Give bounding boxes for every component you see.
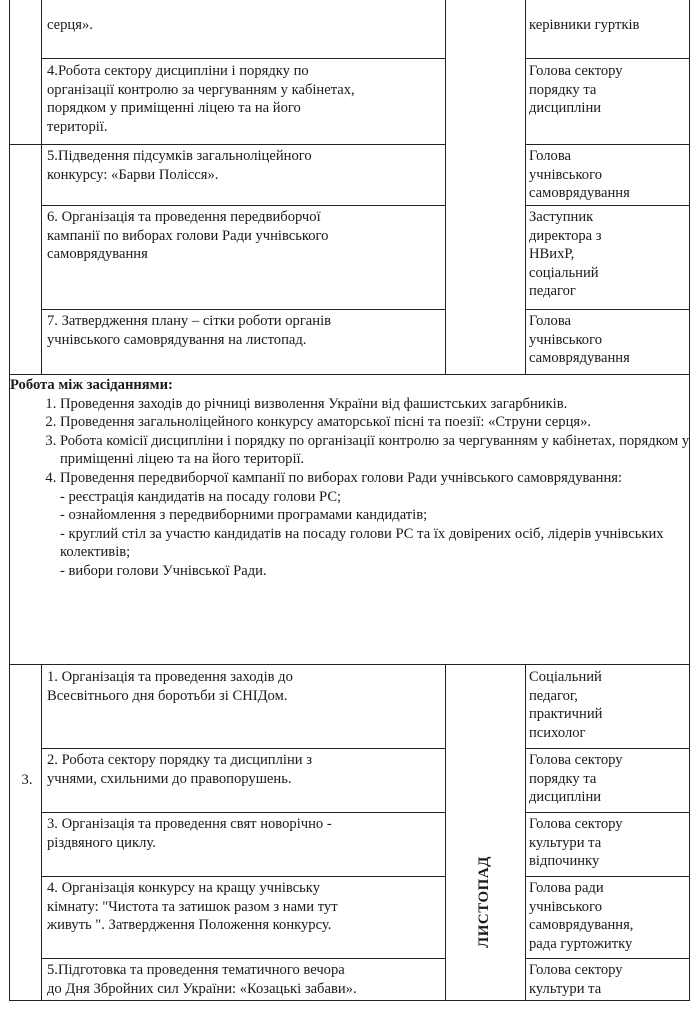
list-item-text: Проведення передвиборчої кампанії по виборах голови Ради учнівського самоврядування: [60,469,623,486]
table-border-right [689,664,690,1001]
row-divider [41,812,445,813]
section-number: 3. [21,772,33,788]
month-label: ЛИСТОПАД [475,856,492,948]
responsible-cell: Заступник директора з НВихР, соціальний педагог [529,209,602,300]
row-divider [525,205,689,206]
responsible-cell: керівники гуртків [529,17,640,33]
table-border-resp-left [525,664,526,1001]
responsible-cell: Голова сектору культури та відпочинку [529,816,623,870]
table-bottom [9,1000,690,1001]
row-divider [41,958,445,959]
responsible-cell: Голова сектору порядку та дисципліни [529,752,623,806]
row-divider [41,309,445,310]
section-title: Робота між засіданнями: [10,377,173,393]
table-border-num [41,664,42,1001]
activity-cell: 3. Організація та проведення свят новорічно - різдвяного циклу. [47,816,332,851]
row-divider [525,748,689,749]
table-border-resp-left [525,0,526,375]
row-divider [525,958,689,959]
activity-cell: 7. Затвердження плану – сітки роботи органів учнівського самоврядування на листопад. [47,313,332,348]
list-item: 1. Проведення заходів до річниці визволення України від фашистських загарбників. [60,395,690,414]
row-divider [9,144,445,145]
activity-cell: 6. Організація та проведення передвиборчої кампанії по виборах голови Ради учнівського самоврядування [47,209,329,263]
sub-item: - вибори голови Учнівської Ради. [60,562,267,579]
between-sessions-list [10,395,690,581]
table-border-left [9,0,10,375]
row-divider [41,876,445,877]
table-border-text-right [445,664,446,1001]
activity-cell: 5.Підведення підсумків загальноліцейного конкурсу: «Барви Полісся». [47,148,312,183]
list-item: 2. Проведення загальноліцейного конкурсу аматорської пісні та поезії: «Струни серця». [60,413,690,432]
table-border-text-right [445,0,446,375]
row-divider [525,309,689,310]
row-divider [41,205,445,206]
sub-item: - ознайомлення з передвиборними програмами кандидатів; [60,507,428,524]
section-divider [9,374,690,375]
responsible-cell: Голова сектору порядку та дисципліни [529,63,623,117]
responsible-cell: Голова сектору культури та [529,962,623,997]
row-divider [41,748,445,749]
activity-cell: 5.Підготовка та проведення тематичного вечора до Дня Збройних сил України: «Козацькі забави». [47,962,357,997]
sub-item: - круглий стіл за участю кандидатів на посаду голови РС та їх довірених осіб, лідерів учнівських колективів; [60,525,664,561]
sub-item: - реєстрація кандидатів на посаду голови РС; [60,488,342,505]
responsible-cell: Соціальний педагог, практичний психолог [529,669,603,741]
table-border-num [41,0,42,375]
responsible-cell: Голова ради учнівського самоврядування, рада гуртожитку [529,880,634,952]
activity-cell: 2. Робота сектору порядку та дисципліни з учнями, схильними до правопорушень. [47,752,312,787]
row-divider [525,58,689,59]
row-divider [525,876,689,877]
row-divider [525,144,689,145]
responsible-cell: Голова учнівського самоврядування [529,148,630,202]
activity-cell: 1. Організація та проведення заходів до Всесвітнього дня боротьби зі СНІДом. [47,669,293,704]
table-border-right [689,0,690,375]
row-divider [41,58,445,59]
row-divider [525,812,689,813]
activity-cell: 4.Робота сектору дисципліни і порядку по організації контролю за чергуванням у кабінетах, порядком у приміщенні ліцею та на його території. [47,63,355,135]
list-item [60,469,690,581]
section-divider [9,664,690,665]
activity-cell: серця». [47,17,93,33]
activity-cell: 4. Організація конкурсу на кращу учнівську кімнату: "Чистота та затишок разом з нами тут живуть ". Затвердження Положення конкурсу. [47,880,338,934]
list-item: 3. Робота комісії дисципліни і порядку по організації контролю за чергуванням у кабінетах, порядком у приміщенні ліцею та на його території. [60,432,690,469]
between-sessions-block [10,376,690,581]
responsible-cell: Голова учнівського самоврядування [529,313,630,367]
table-border-left [9,664,10,1001]
